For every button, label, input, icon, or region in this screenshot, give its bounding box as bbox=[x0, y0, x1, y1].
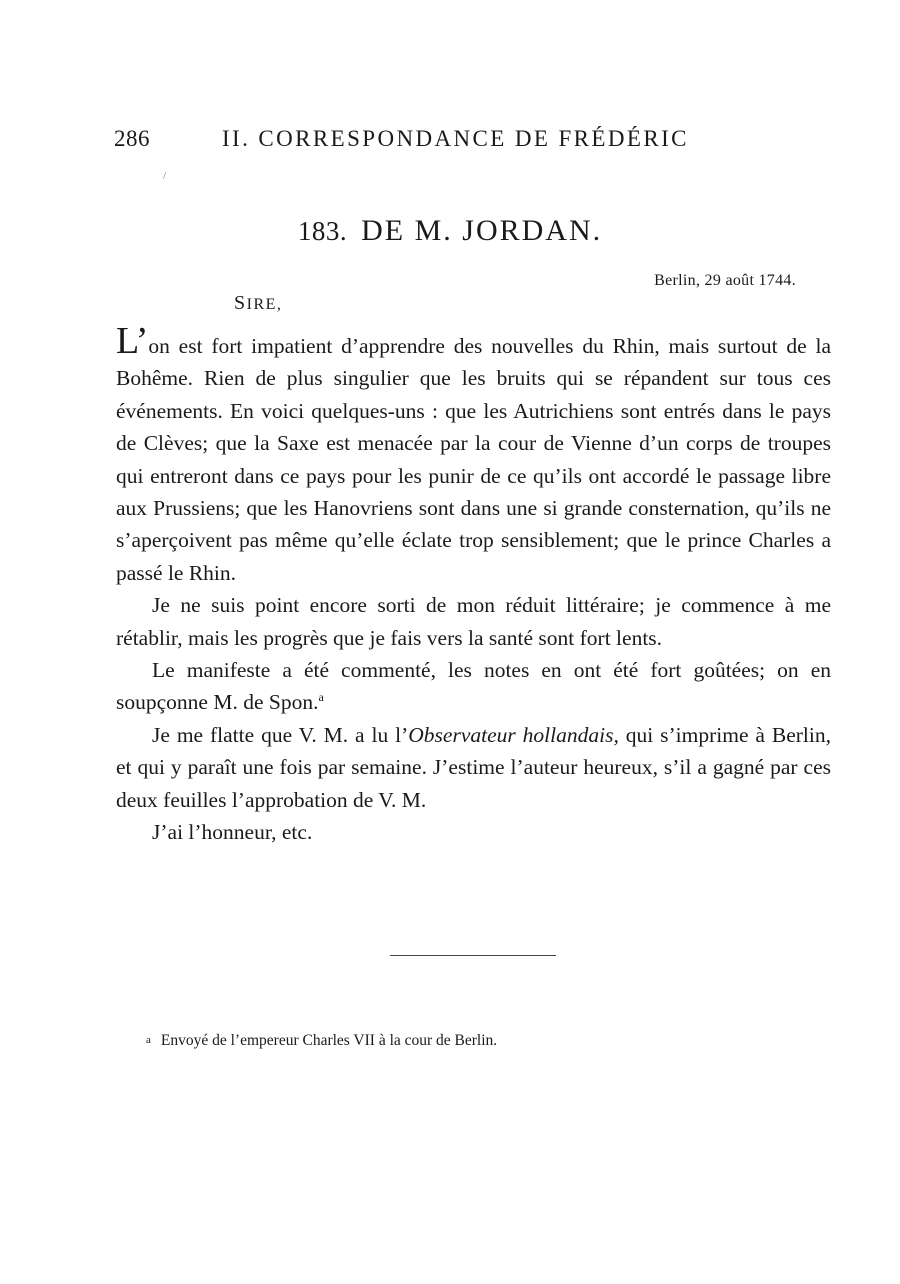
letter-body bbox=[116, 320, 831, 849]
stray-mark: / bbox=[163, 170, 167, 182]
footnote-text: Envoyé de l’empereur Charles VII à la cour de Berlin. bbox=[160, 1032, 498, 1049]
letter-title: DE M. JORDAN. bbox=[361, 214, 603, 247]
running-head bbox=[114, 126, 754, 152]
paragraph-3 bbox=[116, 654, 831, 719]
footnote-marker: a bbox=[146, 1034, 151, 1046]
newspaper-title: Observateur hollandais, bbox=[408, 722, 619, 747]
paragraph-4-text-start: Je me flatte que V. M. a lu l’ bbox=[152, 722, 409, 747]
dateline: Berlin, 29 août 1744. bbox=[654, 272, 796, 289]
paragraph-3-text: Le manifeste a été commenté, les notes en ont été fort goûtées; on en soupçonne M. de Spon. bbox=[116, 658, 831, 715]
paragraph-4 bbox=[116, 719, 831, 816]
footnote-reference: a bbox=[318, 690, 324, 705]
letter-heading bbox=[0, 214, 900, 248]
running-head-title: II. CORRESPONDANCE DE FRÉDÉRIC bbox=[222, 126, 689, 151]
closing-formula: J’ai l’honneur, etc. bbox=[152, 820, 313, 845]
paragraph-1: L’on est fort impatient d’apprendre des nouvelles du Rhin, mais surtout de la Bohême. Rien de plus singulier que les bruits qui se répandent sur tous ces événements. En voici quelques-uns : que les Autrichiens sont entrés dans le pays de Clèves; que la Saxe est menacée par la cour de Vienne d’un corps de troupes qui entreront dans ce pays pour les punir de ce qu’ils ont accordé le passage libre aux Prussiens; que les Hanovriens sont dans une si grande consternation, qu’ils ne s’aperçoivent pas même qu’elle éclate trop sensiblement; que le prince Charles a passé le Rhin. bbox=[116, 320, 831, 585]
salutation: SIRE, bbox=[234, 292, 283, 314]
footnote bbox=[146, 1032, 497, 1050]
paragraph-4-text-end: qui s’imprime à Berlin, et qui y paraît une fois par semaine. J’estime l’auteur heureux, s’il a gagné par ces deux feuilles l’approbation de V. M. bbox=[116, 722, 831, 812]
letter-number: 183. bbox=[297, 216, 348, 246]
page-number: 286 bbox=[114, 126, 150, 151]
paragraph-2: Je ne suis point encore sorti de mon réduit littéraire; je commence à me rétablir, mais les progrès que je fais vers la santé sont fort lents. bbox=[116, 593, 831, 650]
separator-rule bbox=[390, 955, 556, 956]
